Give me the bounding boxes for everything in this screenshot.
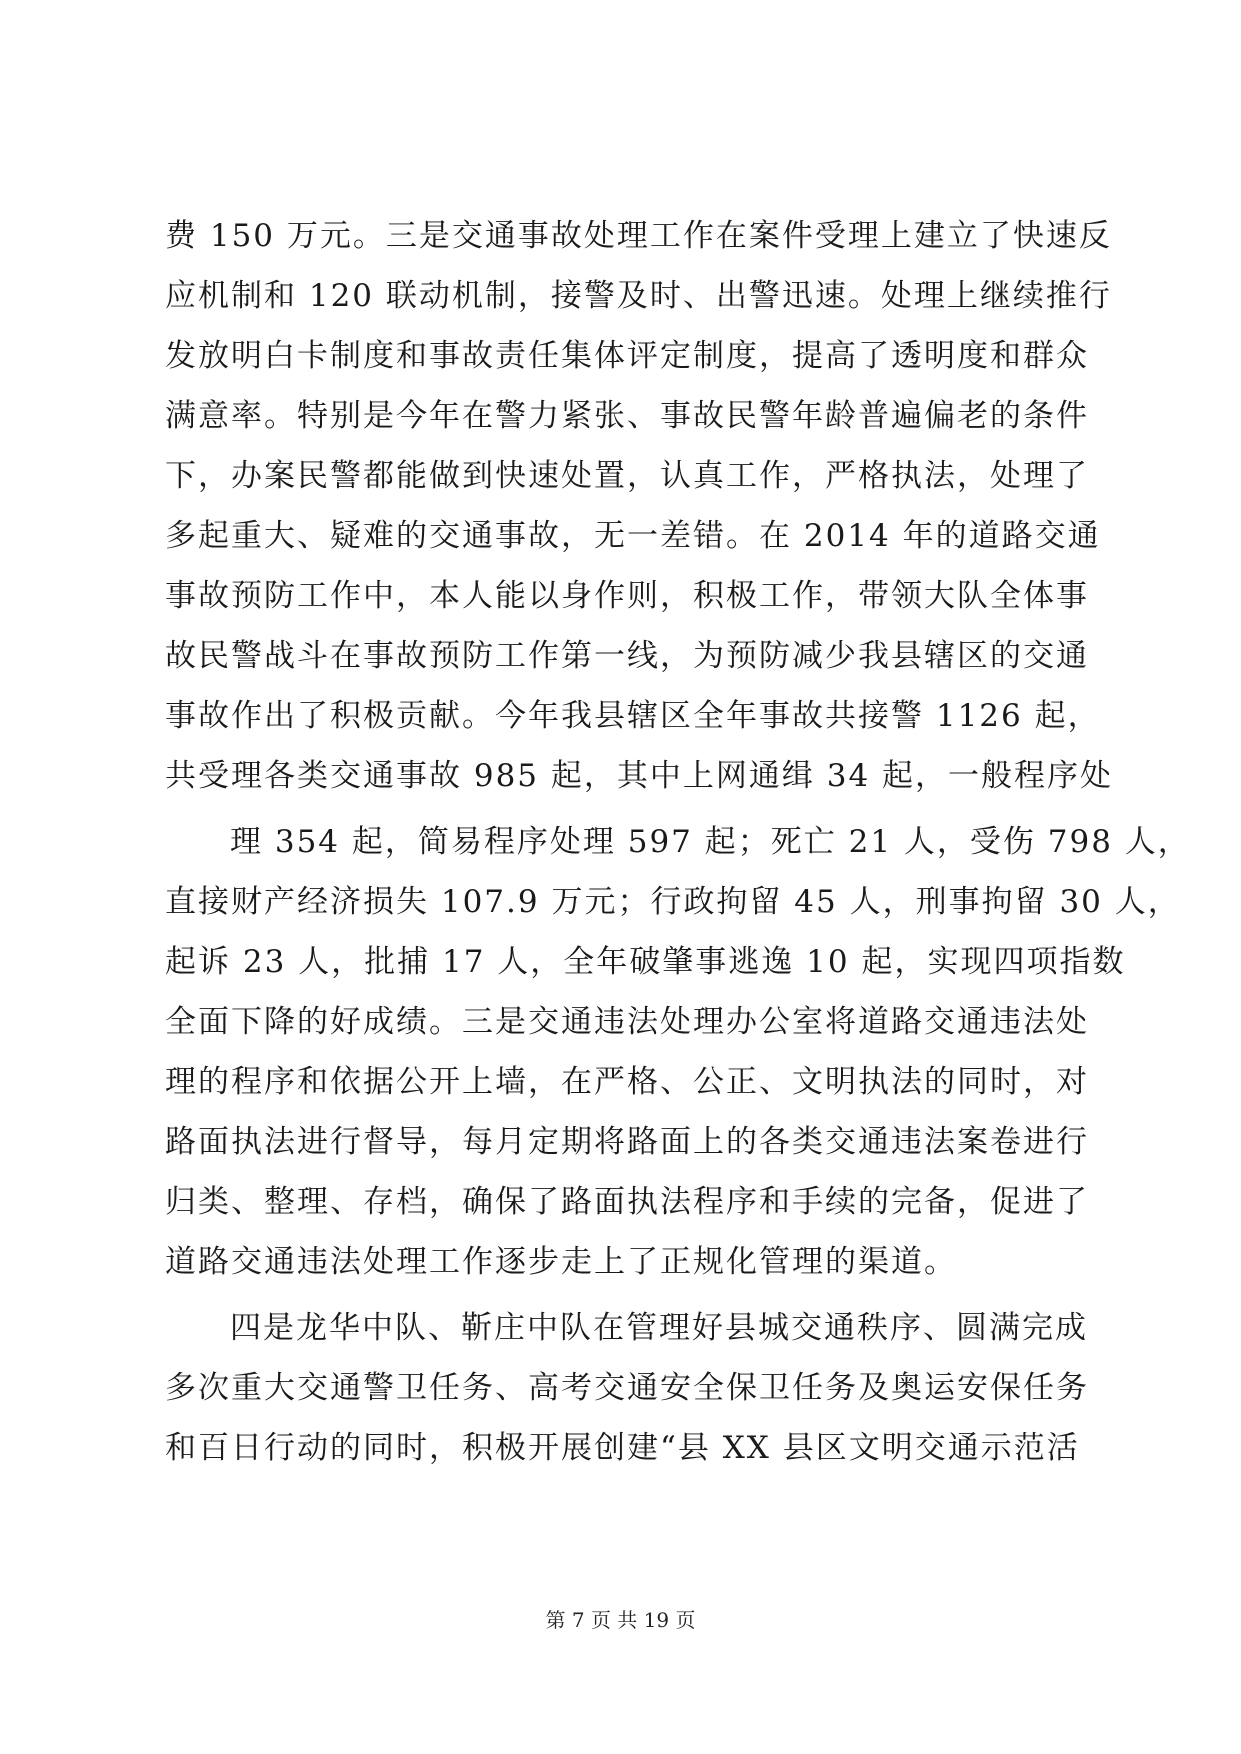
body-text-line: 理 354 起，简易程序处理 597 起；死亡 21 人，受伤 798 人， <box>230 824 1191 860</box>
body-text-line: 费 150 万元。三是交通事故处理工作在案件受理上建立了快速反 <box>165 218 1112 254</box>
body-text-line: 四是龙华中队、靳庄中队在管理好县城交通秩序、圆满完成 <box>230 1310 1088 1346</box>
page-number-footer: 第 7 页 共 19 页 <box>545 1608 696 1632</box>
body-text-line: 满意率。特别是今年在警力紧张、事故民警年龄普遍偏老的条件 <box>165 398 1089 434</box>
body-text-line: 事故预防工作中，本人能以身作则，积极工作，带领大队全体事 <box>165 578 1089 614</box>
body-text-line: 故民警战斗在事故预防工作第一线，为预防减少我县辖区的交通 <box>165 638 1089 674</box>
body-text-line: 理的程序和依据公开上墙，在严格、公正、文明执法的同时，对 <box>165 1064 1089 1100</box>
body-text-line: 事故作出了积极贡献。今年我县辖区全年事故共接警 1126 起， <box>165 698 1101 734</box>
body-text-line: 下，办案民警都能做到快速处置，认真工作，严格执法，处理了 <box>165 458 1089 494</box>
body-text-line: 应机制和 120 联动机制，接警及时、出警迅速。处理上继续推行 <box>165 278 1112 314</box>
body-text-line: 路面执法进行督导，每月定期将路面上的各类交通违法案卷进行 <box>165 1124 1089 1160</box>
body-text-line: 直接财产经济损失 107.9 万元；行政拘留 45 人，刑事拘留 30 人， <box>165 884 1181 920</box>
body-text-line: 全面下降的好成绩。三是交通违法处理办公室将道路交通违法处 <box>165 1004 1089 1040</box>
body-text-line: 和百日行动的同时，积极开展创建“县 XX 县区文明交通示范活 <box>165 1430 1080 1466</box>
body-text-line: 发放明白卡制度和事故责任集体评定制度，提高了透明度和群众 <box>165 338 1089 374</box>
body-text-line: 共受理各类交通事故 985 起，其中上网通缉 34 起，一般程序处 <box>165 758 1114 794</box>
body-text-line: 多次重大交通警卫任务、高考交通安全保卫任务及奥运安保任务 <box>165 1370 1089 1406</box>
body-text-line: 道路交通违法处理工作逐步走上了正规化管理的渠道。 <box>165 1244 957 1280</box>
body-text-line: 起诉 23 人，批捕 17 人，全年破肇事逃逸 10 起，实现四项指数 <box>165 944 1126 980</box>
body-text-line: 多起重大、疑难的交通事故，无一差错。在 2014 年的道路交通 <box>165 518 1101 554</box>
body-text-line: 归类、整理、存档，确保了路面执法程序和手续的完备，促进了 <box>165 1184 1089 1220</box>
